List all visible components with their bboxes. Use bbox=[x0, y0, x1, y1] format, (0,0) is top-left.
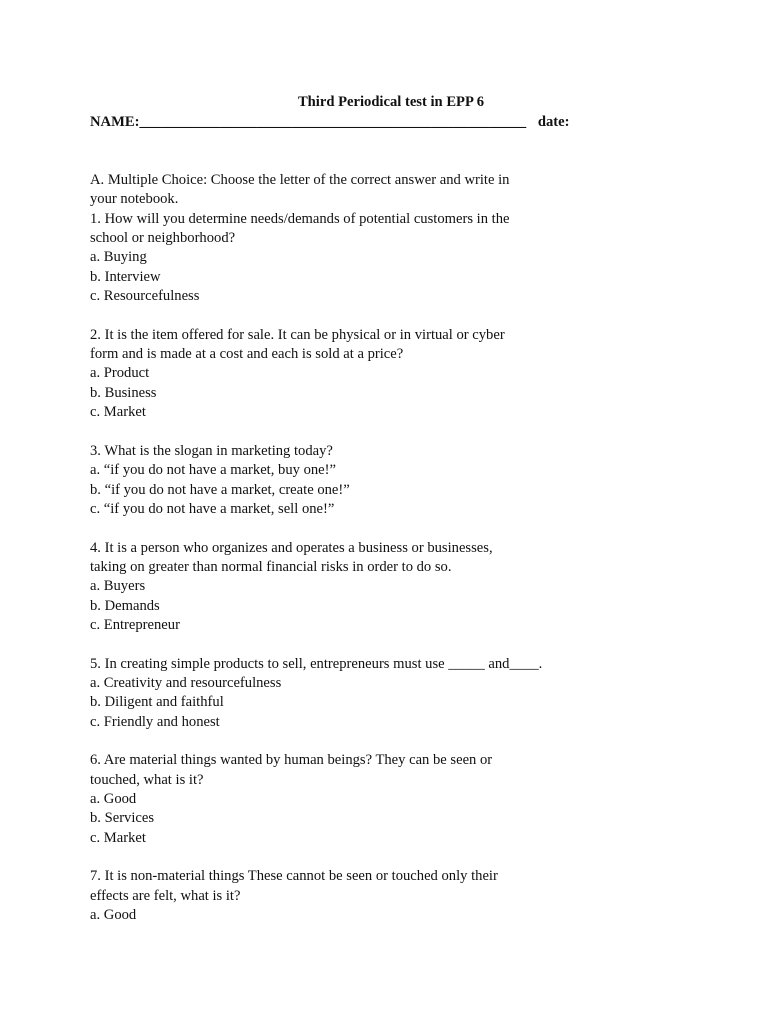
question-stem-line: taking on greater than normal financial risks in order to do so. bbox=[90, 558, 452, 575]
choice-b: b. Interview bbox=[90, 268, 161, 285]
test-content bbox=[90, 171, 560, 925]
question-stem-line: 5. In creating simple products to sell, entrepreneurs must use _____ and____. bbox=[90, 655, 543, 672]
choice-a: a. Good bbox=[90, 907, 137, 924]
choice-c: c. Market bbox=[90, 404, 146, 421]
spacer bbox=[90, 519, 560, 538]
question-6 bbox=[90, 751, 560, 848]
name-date-row bbox=[90, 113, 569, 132]
question-2 bbox=[90, 326, 560, 423]
spacer bbox=[90, 306, 560, 325]
instructions-line-1: A. Multiple Choice: Choose the letter of the correct answer and write in bbox=[90, 172, 510, 188]
choice-a: a. Creativity and resourcefulness bbox=[90, 674, 282, 691]
choice-c: c. Resourcefulness bbox=[90, 288, 200, 305]
question-stem-line: 4. It is a person who organizes and operates a business or businesses, bbox=[90, 539, 493, 556]
spacer bbox=[90, 732, 560, 751]
question-stem-line: 1. How will you determine needs/demands of potential customers in the bbox=[90, 210, 510, 227]
question-stem-line: school or neighborhood? bbox=[90, 230, 236, 247]
question-stem-line: 7. It is non-material things These cannot be seen or touched only their bbox=[90, 868, 498, 885]
choice-a: a. Good bbox=[90, 791, 137, 807]
choice-b: b. Diligent and faithful bbox=[90, 694, 224, 711]
instructions-line-2: your notebook. bbox=[90, 191, 179, 208]
spacer bbox=[90, 422, 560, 441]
choice-a: a. “if you do not have a market, buy one!” bbox=[90, 462, 336, 479]
question-stem-line: effects are felt, what is it? bbox=[90, 887, 241, 904]
question-stem-line: touched, what is it? bbox=[90, 771, 204, 788]
choice-b: b. Demands bbox=[90, 597, 160, 614]
test-title: Third Periodical test in EPP 6 bbox=[297, 94, 485, 110]
choice-a: a. Product bbox=[90, 365, 150, 382]
spacer bbox=[90, 635, 560, 654]
question-5 bbox=[90, 655, 560, 732]
date-label: date: bbox=[537, 114, 570, 130]
spacer bbox=[90, 848, 560, 867]
question-3 bbox=[90, 442, 560, 519]
question-4 bbox=[90, 539, 560, 636]
choice-b: b. Services bbox=[90, 810, 155, 827]
choice-a: a. Buying bbox=[90, 249, 147, 266]
choice-c: c. Friendly and honest bbox=[90, 713, 220, 730]
name-blank-line: _____________________________________________________ bbox=[139, 114, 527, 130]
choice-b: b. Business bbox=[90, 384, 157, 401]
question-stem-line: 2. It is the item offered for sale. It can be physical or in virtual or cyber bbox=[90, 326, 505, 343]
choice-b: b. “if you do not have a market, create one!” bbox=[90, 481, 350, 498]
choice-c: c. “if you do not have a market, sell one!” bbox=[90, 500, 335, 517]
question-1 bbox=[90, 210, 560, 307]
choice-c: c. Market bbox=[90, 829, 146, 846]
choice-c: c. Entrepreneur bbox=[90, 616, 180, 633]
choice-a: a. Buyers bbox=[90, 578, 146, 595]
question-7 bbox=[90, 867, 560, 925]
name-label: NAME: bbox=[90, 114, 140, 130]
question-stem-line: form and is made at a cost and each is sold at a price? bbox=[90, 346, 404, 363]
question-stem-line: 6. Are material things wanted by human beings? They can be seen or bbox=[90, 752, 493, 769]
question-stem-line: 3. What is the slogan in marketing today? bbox=[90, 442, 333, 459]
